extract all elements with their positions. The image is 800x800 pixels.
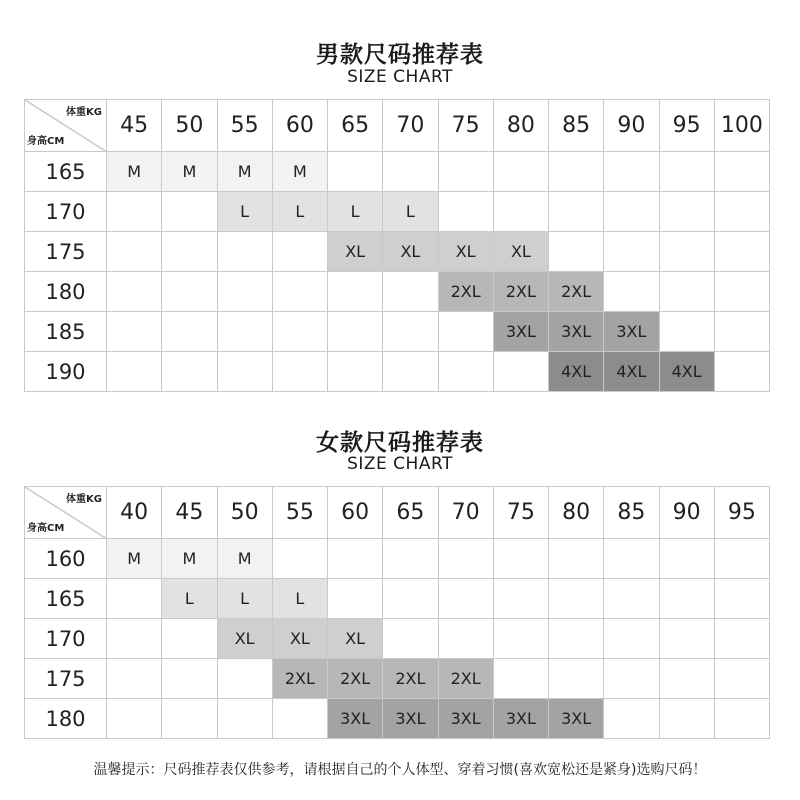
size-cell: M: [107, 539, 162, 579]
empty-cell: [604, 699, 659, 739]
size-cell: XL: [217, 619, 272, 659]
weight-label: 体重KG: [66, 107, 102, 118]
size-cell: XL: [493, 232, 548, 272]
empty-cell: [107, 192, 162, 232]
empty-cell: [438, 579, 493, 619]
size-cell: 2XL: [438, 272, 493, 312]
empty-cell: [659, 232, 714, 272]
empty-cell: [438, 152, 493, 192]
size-cell: 4XL: [604, 352, 659, 392]
weight-header-cell: 45: [107, 100, 162, 152]
size-cell: XL: [328, 232, 383, 272]
empty-cell: [162, 232, 217, 272]
empty-cell: [549, 232, 604, 272]
men-chart-title: 男款尺码推荐表: [316, 42, 484, 68]
size-cell: 3XL: [383, 699, 438, 739]
table-row: [25, 152, 770, 192]
empty-cell: [383, 152, 438, 192]
empty-cell: [107, 312, 162, 352]
weight-header-cell: 70: [383, 100, 438, 152]
empty-cell: [383, 619, 438, 659]
empty-cell: [493, 619, 548, 659]
empty-cell: [493, 579, 548, 619]
empty-cell: [493, 352, 548, 392]
empty-cell: [493, 659, 548, 699]
empty-cell: [714, 579, 769, 619]
empty-cell: [604, 659, 659, 699]
size-cell: 3XL: [549, 312, 604, 352]
empty-cell: [217, 699, 272, 739]
table-row: [25, 659, 770, 699]
height-cell: 190: [25, 352, 107, 392]
size-cell: 4XL: [659, 352, 714, 392]
size-cell: M: [217, 539, 272, 579]
empty-cell: [107, 352, 162, 392]
weight-header-cell: 85: [604, 487, 659, 539]
empty-cell: [714, 619, 769, 659]
weight-header-cell: 70: [438, 487, 493, 539]
height-cell: 175: [25, 232, 107, 272]
size-cell: 3XL: [493, 312, 548, 352]
size-cell: M: [162, 152, 217, 192]
height-cell: 185: [25, 312, 107, 352]
empty-cell: [549, 619, 604, 659]
empty-cell: [714, 232, 769, 272]
empty-cell: [493, 152, 548, 192]
empty-cell: [714, 272, 769, 312]
height-cell: 170: [25, 619, 107, 659]
weight-header-cell: 60: [328, 487, 383, 539]
weight-header-cell: 75: [493, 487, 548, 539]
empty-cell: [549, 152, 604, 192]
empty-cell: [328, 579, 383, 619]
empty-cell: [714, 539, 769, 579]
size-cell: M: [272, 152, 327, 192]
empty-cell: [383, 312, 438, 352]
empty-cell: [162, 699, 217, 739]
table-row: [25, 539, 770, 579]
weight-label: 体重KG: [66, 494, 102, 505]
weight-header-cell: 40: [107, 487, 162, 539]
size-cell: L: [328, 192, 383, 232]
weight-header-cell: 50: [162, 100, 217, 152]
empty-cell: [659, 312, 714, 352]
women-chart-title: 女款尺码推荐表: [316, 430, 484, 456]
empty-cell: [549, 539, 604, 579]
size-cell: XL: [328, 619, 383, 659]
empty-cell: [272, 539, 327, 579]
empty-cell: [493, 192, 548, 232]
empty-cell: [217, 312, 272, 352]
weight-header-cell: 65: [383, 487, 438, 539]
size-cell: 2XL: [272, 659, 327, 699]
weight-header-cell: 55: [217, 100, 272, 152]
size-cell: XL: [383, 232, 438, 272]
size-cell: L: [217, 192, 272, 232]
corner-cell: [25, 100, 107, 152]
empty-cell: [659, 192, 714, 232]
weight-header-cell: 65: [328, 100, 383, 152]
empty-cell: [107, 579, 162, 619]
weight-header-cell: 55: [272, 487, 327, 539]
empty-cell: [714, 312, 769, 352]
empty-cell: [438, 312, 493, 352]
empty-cell: [107, 699, 162, 739]
empty-cell: [217, 659, 272, 699]
height-cell: 165: [25, 579, 107, 619]
size-cell: 3XL: [493, 699, 548, 739]
empty-cell: [659, 152, 714, 192]
women-size-table: [24, 486, 770, 739]
empty-cell: [549, 579, 604, 619]
empty-cell: [714, 152, 769, 192]
size-cell: 3XL: [438, 699, 493, 739]
height-cell: 175: [25, 659, 107, 699]
size-cell: L: [272, 579, 327, 619]
weight-header-cell: 80: [493, 100, 548, 152]
empty-cell: [162, 352, 217, 392]
empty-cell: [107, 272, 162, 312]
empty-cell: [714, 192, 769, 232]
table-row: [25, 619, 770, 659]
weight-header-cell: 95: [714, 487, 769, 539]
height-label: 身高CM: [27, 523, 65, 534]
empty-cell: [659, 539, 714, 579]
empty-cell: [272, 312, 327, 352]
empty-cell: [714, 699, 769, 739]
weight-header-cell: 80: [549, 487, 604, 539]
empty-cell: [659, 619, 714, 659]
empty-cell: [549, 659, 604, 699]
empty-cell: [659, 579, 714, 619]
weight-header-cell: 50: [217, 487, 272, 539]
empty-cell: [604, 539, 659, 579]
corner-cell: [25, 487, 107, 539]
men-chart-subtitle: SIZE CHART: [347, 67, 453, 87]
header-row: [25, 487, 770, 539]
empty-cell: [107, 232, 162, 272]
size-cell: L: [272, 192, 327, 232]
size-cell: L: [217, 579, 272, 619]
header-row: [25, 100, 770, 152]
weight-header-cell: 85: [549, 100, 604, 152]
empty-cell: [438, 539, 493, 579]
empty-cell: [714, 352, 769, 392]
empty-cell: [493, 539, 548, 579]
size-cell: 2XL: [438, 659, 493, 699]
empty-cell: [604, 232, 659, 272]
size-cell: 4XL: [549, 352, 604, 392]
table-row: [25, 579, 770, 619]
empty-cell: [328, 312, 383, 352]
empty-cell: [604, 192, 659, 232]
empty-cell: [604, 579, 659, 619]
empty-cell: [272, 232, 327, 272]
empty-cell: [604, 619, 659, 659]
weight-header-cell: 75: [438, 100, 493, 152]
empty-cell: [328, 539, 383, 579]
weight-header-cell: 95: [659, 100, 714, 152]
empty-cell: [328, 352, 383, 392]
size-cell: M: [107, 152, 162, 192]
size-cell: M: [162, 539, 217, 579]
weight-header-cell: 60: [272, 100, 327, 152]
size-cell: 2XL: [383, 659, 438, 699]
empty-cell: [604, 272, 659, 312]
size-cell: XL: [438, 232, 493, 272]
empty-cell: [383, 579, 438, 619]
empty-cell: [217, 352, 272, 392]
empty-cell: [162, 659, 217, 699]
size-cell: 2XL: [549, 272, 604, 312]
table-row: [25, 312, 770, 352]
weight-header-cell: 90: [604, 100, 659, 152]
height-cell: 180: [25, 699, 107, 739]
empty-cell: [162, 619, 217, 659]
weight-header-cell: 100: [714, 100, 769, 152]
table-row: [25, 192, 770, 232]
empty-cell: [604, 152, 659, 192]
weight-header-cell: 45: [162, 487, 217, 539]
empty-cell: [107, 659, 162, 699]
size-cell: L: [162, 579, 217, 619]
empty-cell: [549, 192, 604, 232]
height-cell: 180: [25, 272, 107, 312]
size-cell: 2XL: [493, 272, 548, 312]
size-cell: L: [383, 192, 438, 232]
size-cell: 2XL: [328, 659, 383, 699]
weight-header-cell: 90: [659, 487, 714, 539]
size-cell: XL: [272, 619, 327, 659]
empty-cell: [217, 232, 272, 272]
height-cell: 165: [25, 152, 107, 192]
empty-cell: [659, 272, 714, 312]
size-cell: 3XL: [328, 699, 383, 739]
empty-cell: [659, 699, 714, 739]
empty-cell: [162, 272, 217, 312]
empty-cell: [383, 539, 438, 579]
men-size-table: [24, 99, 770, 392]
empty-cell: [383, 352, 438, 392]
footer-note: 温馨提示：尺码推荐表仅供参考，请根据自己的个人体型、穿着习惯(喜欢宽松还是紧身)选购尺码！: [93, 762, 707, 778]
empty-cell: [162, 192, 217, 232]
women-chart-subtitle: SIZE CHART: [347, 454, 453, 474]
size-cell: M: [217, 152, 272, 192]
empty-cell: [328, 152, 383, 192]
empty-cell: [272, 352, 327, 392]
empty-cell: [217, 272, 272, 312]
table-row: [25, 352, 770, 392]
empty-cell: [659, 659, 714, 699]
empty-cell: [107, 619, 162, 659]
empty-cell: [328, 272, 383, 312]
empty-cell: [714, 659, 769, 699]
height-label: 身高CM: [27, 136, 65, 147]
size-cell: 3XL: [549, 699, 604, 739]
height-cell: 160: [25, 539, 107, 579]
table-row: [25, 272, 770, 312]
empty-cell: [438, 352, 493, 392]
table-row: [25, 699, 770, 739]
empty-cell: [383, 272, 438, 312]
empty-cell: [438, 192, 493, 232]
size-cell: 3XL: [604, 312, 659, 352]
empty-cell: [272, 272, 327, 312]
table-row: [25, 232, 770, 272]
empty-cell: [162, 312, 217, 352]
empty-cell: [272, 699, 327, 739]
empty-cell: [438, 619, 493, 659]
height-cell: 170: [25, 192, 107, 232]
